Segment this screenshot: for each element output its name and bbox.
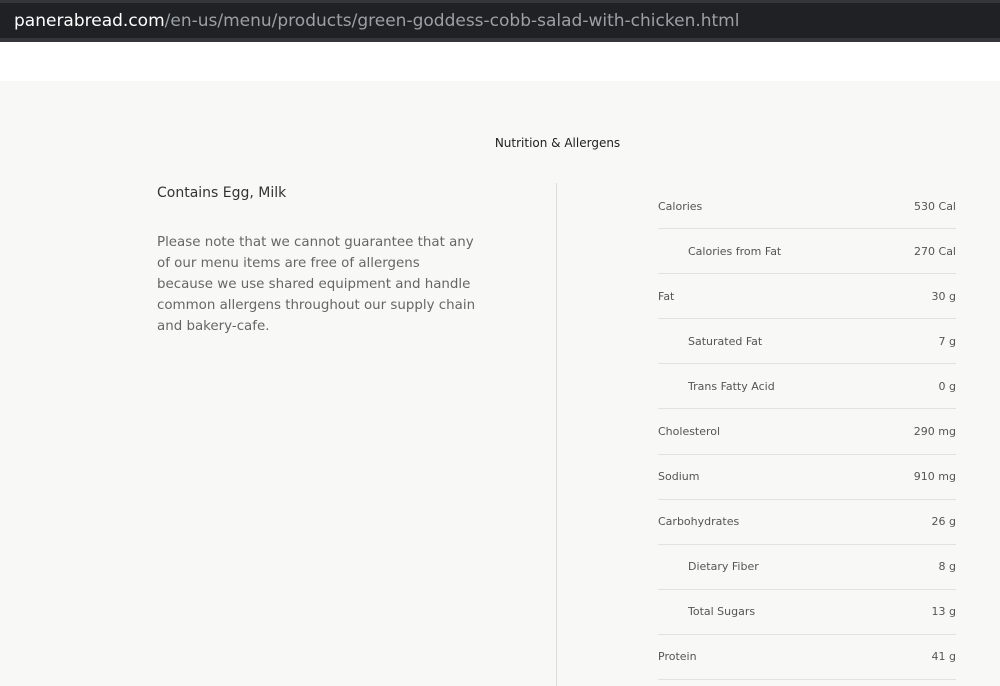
nutrition-value: 13 g — [931, 605, 956, 619]
nutrition-label: Protein — [658, 650, 697, 664]
page-header-band — [0, 42, 1000, 81]
nutrition-label: Saturated Fat — [688, 334, 763, 348]
nutrition-row-carbohydrates — [658, 500, 956, 545]
nutrition-label: Dietary Fiber — [688, 560, 759, 574]
column-divider — [556, 183, 557, 686]
section-title: Nutrition & Allergens — [494, 136, 621, 150]
nutrition-value: 530 Cal — [914, 199, 956, 213]
nutrition-row-dietary-fiber — [658, 545, 956, 590]
nutrition-value: 290 mg — [913, 425, 956, 439]
nutrition-row-calories — [658, 184, 956, 229]
nutrition-label: Fat — [658, 289, 675, 303]
nutrition-value: 910 mg — [913, 470, 956, 484]
nutrition-row-total-sugars — [658, 590, 956, 635]
nutrition-row-fat — [658, 274, 956, 319]
nutrition-label: Trans Fatty Acid — [688, 379, 775, 393]
nutrition-label: Calories — [658, 199, 703, 213]
allergens-contains: Contains Egg, Milk — [157, 185, 287, 201]
nutrition-value: 41 g — [931, 650, 956, 664]
nutrition-row-protein — [658, 635, 956, 680]
nutrition-value: 26 g — [931, 515, 956, 529]
nutrition-label: Sodium — [658, 470, 700, 484]
nutrition-value: 7 g — [938, 334, 956, 348]
nutrition-row-cholesterol — [658, 409, 956, 454]
nutrition-allergens-section — [0, 81, 1000, 686]
url-domain: panerabread.com — [14, 10, 165, 31]
nutrition-value: 270 Cal — [914, 244, 956, 258]
nutrition-value: 0 g — [938, 379, 956, 393]
nutrition-label: Calories from Fat — [688, 244, 782, 258]
nutrition-row-sodium — [658, 455, 956, 500]
nutrition-table — [658, 184, 956, 680]
nutrition-label: Total Sugars — [688, 605, 756, 619]
nutrition-value: 30 g — [931, 289, 956, 303]
nutrition-label: Cholesterol — [658, 425, 721, 439]
nutrition-row-calories-from-fat — [658, 229, 956, 274]
nutrition-row-saturated-fat — [658, 319, 956, 364]
nutrition-label: Carbohydrates — [658, 515, 740, 529]
url-path: /en-us/menu/products/green-goddess-cobb-salad-with-chicken.html — [164, 10, 740, 31]
allergen-disclaimer: Please note that we cannot guarantee that any of our menu items are free of allergens because we use shared equipment and handle common allergens throughout our supply chain and bakery-cafe. — [157, 235, 476, 334]
nutrition-row-trans-fatty-acid — [658, 364, 956, 409]
address-bar[interactable] — [0, 0, 1000, 42]
nutrition-value: 8 g — [938, 560, 956, 574]
